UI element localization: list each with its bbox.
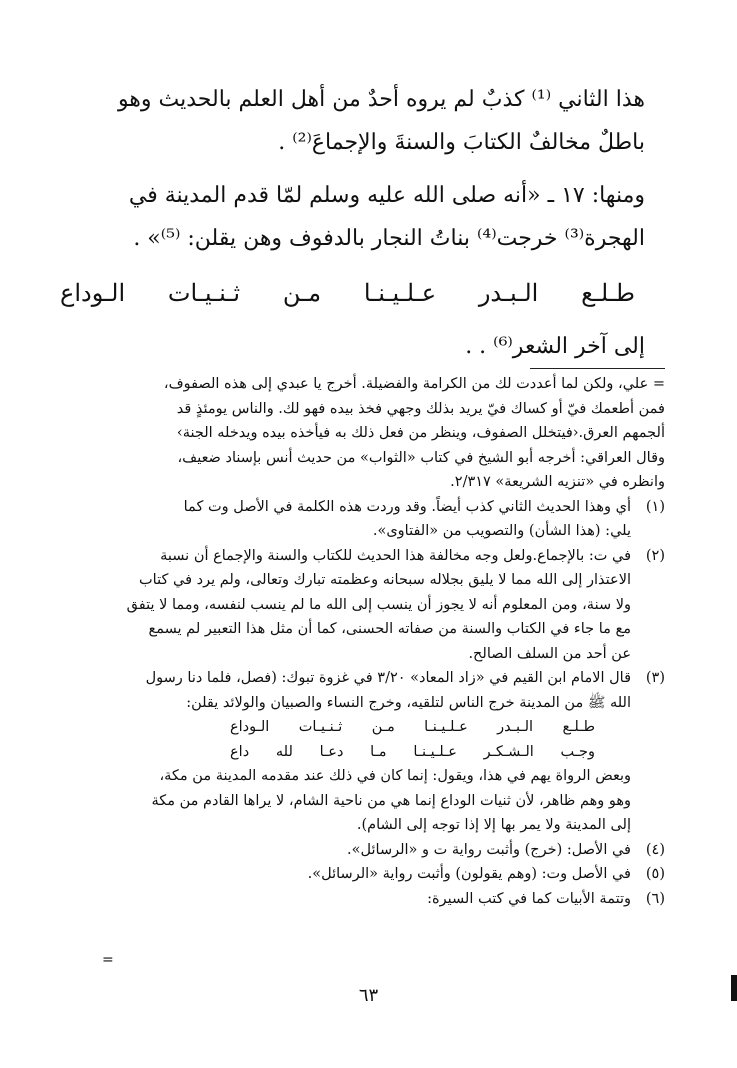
page-number: ٦٣ <box>358 985 379 1006</box>
footnote-separator <box>530 368 665 369</box>
footnote-number: (٢) <box>645 547 665 564</box>
verse-word: مـا <box>370 743 387 760</box>
footnote-text: أي وهذا الحديث الثاني كذب أيضاً. وقد وردت هذه الكلمة في الأصل وت كما <box>183 498 631 515</box>
footnote-text: إلى المدينة ولا يمر بها إلا إذا توجه إلى الشام). <box>356 817 631 833</box>
verse-word: مـن <box>282 279 322 307</box>
footnote-number: (٥) <box>645 866 665 882</box>
main-line: باطلٌ مخالفٌ الكتابَ والسنةَ والإجماعَ⁽²⁾ . <box>278 130 645 155</box>
footnote-verse <box>60 740 665 765</box>
footnote-number: (٤) <box>645 841 665 858</box>
verse-word: مـن <box>371 719 395 735</box>
footnote-text: يلي: (هذا الشأن) والتصويب من «الفتاوى». <box>372 523 631 539</box>
footnote-text: وهو وهم ظاهر، لأن ثنيات الوداع إنما هي من ناحية الشام، لا يراها القادم من مكة <box>151 792 631 809</box>
verse-word: طـلـع <box>581 279 635 307</box>
main-line: إلى آخر الشعر⁽⁶⁾ . . <box>465 334 645 359</box>
main-line: الهجرة⁽³⁾ خرجت⁽⁴⁾ بناتُ النجار بالدفوف وهن يقلن: ⁽⁵⁾» . <box>133 226 645 251</box>
verse-word: الـوداع <box>60 279 126 307</box>
footnote-text: عن أحد من السلف الصالح. <box>468 645 631 662</box>
footnote-text: الله ﷺ من المدينة خرج الناس لتلقيه، وخرج النساء والصبيان والولائد يقلن: <box>186 694 631 711</box>
footnote-number: (٦) <box>645 890 665 907</box>
verse-word: الـبـدر <box>497 719 534 735</box>
verse-word: وجـب <box>560 743 595 760</box>
verse-word: الـوداع <box>230 719 270 735</box>
main-line: هذا الثاني ⁽¹⁾ كذبٌ لم يروه أحدٌ من أهل العلم بالحديث وهو <box>117 87 645 112</box>
poem-verse <box>60 272 635 315</box>
footnote-text: مع ما جاء في الكتاب والسنة من صفاته الحسنى، كما أن مثل هذا التعبير لم يسمع <box>148 621 631 637</box>
verse-word: لله <box>275 743 293 760</box>
footnote-text: ولا سنة، ومن المعلوم أنه لا يجوز أن ينسب إلى الله ما لم ينسب لنفسه، ومما لا يتفق <box>126 596 631 613</box>
footnote-continuation-line: ألجمهم العرق.‹فيتخلل الصفوف، وينظر من فعل ذلك به فيأخذه بيده ويدخله الجنة› <box>176 425 665 441</box>
verse-word: ثـنـيـات <box>298 719 343 735</box>
verse-word: الـبـدر <box>478 279 539 307</box>
footnote-verse <box>60 715 665 740</box>
verse-word: الـشـكـر <box>483 743 534 760</box>
footnote-6 <box>60 887 665 912</box>
main-line: ومنها: ١٧ ـ «أنه صلى الله عليه وسلم لمّا قدم المدينة في <box>128 183 645 208</box>
footnote-text: وتتمة الأبيات كما في كتب السيرة: <box>427 890 631 907</box>
verse-word: عـلـيـنـا <box>424 719 468 735</box>
footnote-3 <box>60 666 665 691</box>
footnote-number: (١) <box>645 498 665 515</box>
footnote-text: وبعض الرواة يهم في هذا، ويقول: إنما كان في ذلك عند مقدمه المدينة من مكة، <box>159 768 631 784</box>
footnote-text: في ت: بالإجماع.ولعل وجه مخالفة هذا الحديث للكتاب والسنة والإجماع أن نسبة <box>160 547 631 564</box>
footnote-4 <box>60 838 665 863</box>
footnote-2 <box>60 544 665 569</box>
main-text <box>60 78 645 368</box>
verse-word: ثـنـيـات <box>167 279 241 307</box>
verse-word: طـلـع <box>562 719 595 735</box>
footnote-text: في الأصل: (خرج) وأثبت رواية ت و «الرسائل». <box>347 841 631 858</box>
footnote-1 <box>60 495 665 520</box>
verse-word: داع <box>230 743 250 760</box>
footnote-number: (٣) <box>645 670 665 686</box>
footnote-continuation-line: = علي، ولكن لما أعددت لك من الكرامة والفضيلة. أخرج يا عبدي إلى هذه الصفوف، <box>163 376 665 392</box>
verse-word: عـلـيـنـا <box>413 743 457 760</box>
footnote-continuation-line: وقال العراقي: أخرجه أبو الشيخ في كتاب «الثواب» من حديث أنس بإسناد ضعيف، <box>177 449 665 466</box>
verse-word: عـلـيـنـا <box>363 279 437 307</box>
continuation-mark: = <box>102 952 114 968</box>
page-edge-mark <box>731 975 737 1001</box>
footnote-text: قال الامام ابن القيم في «زاد المعاد» ٣/٢٠ في غزوة تبوك: (فصل، فلما دنا رسول <box>145 670 631 686</box>
footnote-continuation-line: فمن أطعمك فيّ أو كساك فيّ يريد بذلك وجهي فخذ بيده فهو لك. والناس يومئذٍ قد <box>176 400 665 417</box>
footnotes <box>60 372 665 911</box>
footnote-continuation-line: وانظره في «تنزيه الشريعة» ٢/٣١٧. <box>450 474 665 490</box>
footnote-5 <box>60 862 665 887</box>
footnote-text: في الأصل وت: (وهم يقولون) وأثبت رواية «الرسائل». <box>307 866 631 882</box>
verse-word: دعـا <box>319 743 344 760</box>
footnote-text: الاعتذار إلى الله مما لا يليق بجلاله سبحانه وعظمته تبارك وتعالى، ولم يرد في كتاب <box>139 572 631 588</box>
